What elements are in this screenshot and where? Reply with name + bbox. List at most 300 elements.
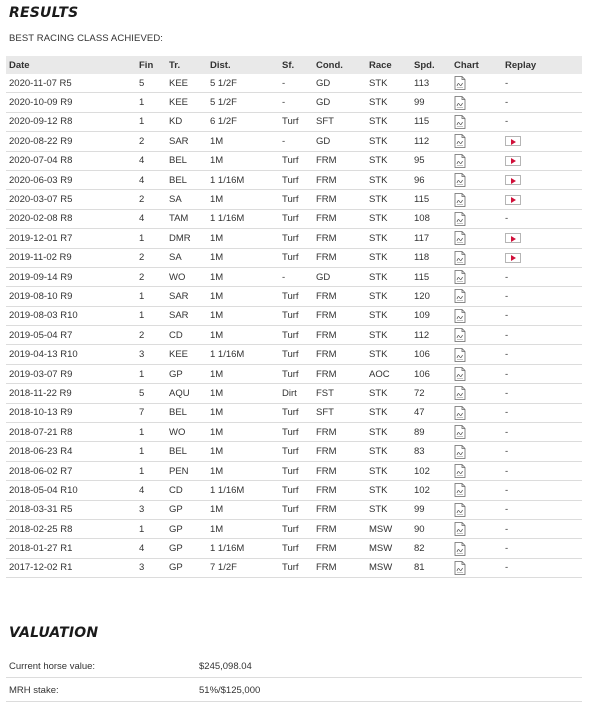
table-row	[6, 190, 582, 209]
header-surface[interactable]: Sf.	[282, 59, 295, 71]
cell-fin: 1	[139, 232, 145, 244]
cell-condition: FRM	[316, 213, 337, 225]
cell-condition: FRM	[316, 174, 337, 186]
cell-replay	[505, 504, 565, 515]
cell-race: STK	[369, 446, 388, 458]
cell-replay	[505, 388, 565, 399]
no-replay-dash: -	[505, 368, 509, 380]
play-icon[interactable]	[505, 175, 521, 185]
cell-fin: 2	[139, 271, 145, 283]
cell-speed: 109	[414, 310, 430, 322]
cell-race: STK	[369, 349, 388, 361]
cell-condition: FRM	[316, 523, 337, 535]
cell-date: 2020-07-04 R8	[9, 155, 73, 167]
cell-speed: 112	[414, 135, 430, 147]
cell-surface: Turf	[282, 213, 299, 225]
cell-chart	[454, 154, 505, 168]
cell-surface: Turf	[282, 562, 299, 574]
cell-distance: 1M	[210, 329, 224, 341]
no-replay-dash: -	[505, 329, 509, 341]
no-replay-dash: -	[505, 543, 509, 555]
cell-chart	[454, 289, 505, 303]
cell-condition: FRM	[316, 329, 337, 341]
cell-chart	[454, 270, 505, 284]
cell-track: PEN	[169, 465, 189, 477]
cell-speed: 83	[414, 446, 425, 458]
cell-date: 2019-05-04 R7	[9, 329, 73, 341]
cell-speed: 81	[414, 562, 425, 574]
cell-track: BEL	[169, 446, 187, 458]
cell-fin: 3	[139, 562, 145, 574]
cell-chart	[454, 386, 505, 400]
table-row	[6, 481, 582, 500]
cell-replay	[505, 195, 565, 205]
table-row	[6, 268, 582, 287]
cell-replay	[505, 253, 565, 263]
cell-track: DMR	[169, 232, 191, 244]
header-race[interactable]: Race	[369, 59, 392, 71]
cell-race: STK	[369, 504, 388, 516]
cell-distance: 1 1/16M	[210, 174, 245, 186]
cell-speed: 96	[414, 174, 425, 186]
cell-distance: 1 1/16M	[210, 543, 245, 555]
cell-distance: 5 1/2F	[210, 97, 237, 109]
cell-distance: 6 1/2F	[210, 116, 237, 128]
no-replay-dash: -	[505, 97, 509, 109]
cell-distance: 7 1/2F	[210, 562, 237, 574]
chart-document-icon[interactable]	[454, 270, 466, 284]
cell-date: 2019-12-01 R7	[9, 232, 73, 244]
cell-chart	[454, 406, 505, 420]
table-row	[6, 74, 582, 93]
cell-distance: 1M	[210, 194, 224, 206]
cell-chart	[454, 522, 505, 536]
cell-track: KD	[169, 116, 183, 128]
cell-distance: 1M	[210, 271, 224, 283]
valuation-row-current-value	[6, 656, 582, 678]
table-row	[6, 210, 582, 229]
cell-surface: Turf	[282, 465, 299, 477]
best-class-label: BEST RACING CLASS ACHIEVED:	[9, 33, 164, 44]
chart-document-icon[interactable]	[454, 251, 466, 265]
cell-track: SA	[169, 252, 182, 264]
cell-condition: FRM	[316, 562, 337, 574]
chart-document-icon[interactable]	[454, 289, 466, 303]
table-row	[6, 93, 582, 112]
cell-race: STK	[369, 252, 388, 264]
header-track[interactable]: Tr.	[169, 59, 181, 71]
cell-chart	[454, 328, 505, 342]
cell-track: TAM	[169, 213, 189, 225]
cell-speed: 118	[414, 252, 430, 264]
cell-distance: 1M	[210, 465, 224, 477]
table-row	[6, 462, 582, 481]
header-fin[interactable]: Fin	[139, 59, 154, 71]
valuation-row-mrh-stake	[6, 680, 582, 702]
cell-speed: 99	[414, 97, 425, 109]
cell-surface: Turf	[282, 310, 299, 322]
cell-date: 2018-10-13 R9	[9, 407, 73, 419]
cell-surface: Turf	[282, 484, 299, 496]
cell-race: MSW	[369, 543, 393, 555]
cell-race: STK	[369, 232, 388, 244]
cell-distance: 1M	[210, 407, 224, 419]
cell-distance: 1M	[210, 232, 224, 244]
cell-distance: 1M	[210, 523, 224, 535]
cell-replay	[505, 330, 565, 341]
cell-replay	[505, 466, 565, 477]
table-row	[6, 287, 582, 306]
cell-speed: 102	[414, 465, 430, 477]
results-title: RESULTS	[9, 5, 79, 21]
cell-replay	[505, 369, 565, 380]
cell-date: 2018-01-27 R1	[9, 543, 73, 555]
cell-date: 2019-04-13 R10	[9, 349, 78, 361]
chart-document-icon[interactable]	[454, 367, 466, 381]
cell-surface: Turf	[282, 504, 299, 516]
cell-distance: 1M	[210, 135, 224, 147]
cell-chart	[454, 231, 505, 245]
cell-race: STK	[369, 135, 388, 147]
cell-speed: 113	[414, 77, 430, 89]
cell-condition: GD	[316, 97, 331, 109]
chart-document-icon[interactable]	[454, 115, 466, 129]
play-icon[interactable]	[505, 156, 521, 166]
chart-document-icon[interactable]	[454, 425, 466, 439]
cell-date: 2020-06-03 R9	[9, 174, 73, 186]
cell-condition: FRM	[316, 310, 337, 322]
cell-date: 2018-03-31 R5	[9, 504, 73, 516]
chart-document-icon[interactable]	[454, 503, 466, 517]
cell-race: MSW	[369, 562, 393, 574]
cell-speed: 115	[414, 116, 430, 128]
cell-date: 2018-07-21 R8	[9, 426, 73, 438]
table-row	[6, 307, 582, 326]
no-replay-dash: -	[505, 426, 509, 438]
cell-race: STK	[369, 407, 388, 419]
no-replay-dash: -	[505, 213, 509, 225]
cell-chart	[454, 503, 505, 517]
cell-race: STK	[369, 194, 388, 206]
cell-date: 2017-12-02 R1	[9, 562, 73, 574]
no-replay-dash: -	[505, 523, 509, 535]
cell-fin: 1	[139, 116, 145, 128]
cell-track: CD	[169, 329, 183, 341]
cell-fin: 1	[139, 446, 145, 458]
cell-chart	[454, 76, 505, 90]
cell-date: 2020-09-12 R8	[9, 116, 73, 128]
cell-race: MSW	[369, 523, 393, 535]
cell-condition: FRM	[316, 349, 337, 361]
cell-fin: 1	[139, 97, 145, 109]
cell-chart	[454, 212, 505, 226]
chart-document-icon[interactable]	[454, 134, 466, 148]
cell-replay	[505, 291, 565, 302]
cell-replay	[505, 156, 565, 166]
cell-fin: 2	[139, 252, 145, 264]
cell-condition: FRM	[316, 504, 337, 516]
cell-replay	[505, 543, 565, 554]
cell-distance: 1M	[210, 155, 224, 167]
cell-chart	[454, 464, 505, 478]
cell-surface: Turf	[282, 155, 299, 167]
cell-replay	[505, 233, 565, 243]
chart-document-icon[interactable]	[454, 483, 466, 497]
cell-distance: 1M	[210, 310, 224, 322]
table-row	[6, 442, 582, 461]
table-row	[6, 132, 582, 151]
header-condition[interactable]: Cond.	[316, 59, 343, 71]
cell-date: 2018-05-04 R10	[9, 484, 78, 496]
cell-fin: 4	[139, 174, 145, 186]
cell-speed: 120	[414, 290, 430, 302]
chart-document-icon[interactable]	[454, 522, 466, 536]
cell-fin: 4	[139, 155, 145, 167]
cell-track: KEE	[169, 97, 189, 109]
play-icon[interactable]	[505, 136, 521, 146]
chart-document-icon[interactable]	[454, 406, 466, 420]
cell-surface: Turf	[282, 426, 299, 438]
current-value-label: Current horse value:	[9, 661, 96, 672]
cell-fin: 1	[139, 368, 145, 380]
cell-surface: -	[282, 271, 286, 283]
cell-speed: 72	[414, 387, 425, 399]
cell-track: GP	[169, 562, 183, 574]
cell-fin: 4	[139, 484, 145, 496]
cell-track: KEE	[169, 349, 189, 361]
cell-condition: FRM	[316, 465, 337, 477]
cell-speed: 106	[414, 349, 430, 361]
no-replay-dash: -	[505, 77, 509, 89]
cell-condition: GD	[316, 135, 331, 147]
header-distance[interactable]: Dist.	[210, 59, 231, 71]
cell-fin: 1	[139, 290, 145, 302]
cell-track: AQU	[169, 387, 190, 399]
cell-replay	[505, 136, 565, 146]
cell-track: SAR	[169, 310, 189, 322]
table-row	[6, 326, 582, 345]
cell-distance: 1 1/16M	[210, 213, 245, 225]
cell-replay	[505, 310, 565, 321]
cell-date: 2018-02-25 R8	[9, 523, 73, 535]
cell-race: STK	[369, 77, 388, 89]
no-replay-dash: -	[505, 504, 509, 516]
chart-document-icon[interactable]	[454, 154, 466, 168]
no-replay-dash: -	[505, 349, 509, 361]
cell-distance: 1M	[210, 368, 224, 380]
chart-document-icon[interactable]	[454, 76, 466, 90]
cell-fin: 5	[139, 387, 145, 399]
no-replay-dash: -	[505, 387, 509, 399]
cell-condition: SFT	[316, 116, 334, 128]
table-row	[6, 171, 582, 190]
cell-surface: Turf	[282, 232, 299, 244]
chart-document-icon[interactable]	[454, 328, 466, 342]
cell-race: STK	[369, 271, 388, 283]
cell-track: WO	[169, 426, 186, 438]
play-icon[interactable]	[505, 195, 521, 205]
cell-surface: Turf	[282, 174, 299, 186]
table-row	[6, 539, 582, 558]
table-row	[6, 365, 582, 384]
cell-track: GP	[169, 543, 183, 555]
cell-track: KEE	[169, 77, 189, 89]
table-row	[6, 423, 582, 442]
cell-chart	[454, 115, 505, 129]
cell-surface: Turf	[282, 252, 299, 264]
table-header	[6, 56, 582, 74]
cell-date: 2018-06-23 R4	[9, 446, 73, 458]
cell-replay	[505, 175, 565, 185]
cell-track: WO	[169, 271, 186, 283]
play-icon[interactable]	[505, 233, 521, 243]
table-row	[6, 113, 582, 132]
cell-replay	[505, 524, 565, 535]
cell-date: 2019-11-02 R9	[9, 252, 72, 264]
cell-race: AOC	[369, 368, 390, 380]
chart-document-icon[interactable]	[454, 309, 466, 323]
cell-replay	[505, 97, 565, 108]
mrh-stake-value: 51%/$125,000	[199, 685, 261, 696]
cell-race: STK	[369, 329, 388, 341]
cell-date: 2019-09-14 R9	[9, 271, 73, 283]
cell-condition: FRM	[316, 155, 337, 167]
chart-document-icon[interactable]	[454, 231, 466, 245]
cell-distance: 1 1/16M	[210, 484, 245, 496]
cell-speed: 112	[414, 329, 430, 341]
no-replay-dash: -	[505, 310, 509, 322]
cell-fin: 2	[139, 135, 145, 147]
cell-speed: 82	[414, 543, 425, 555]
cell-replay	[505, 427, 565, 438]
cell-condition: FRM	[316, 368, 337, 380]
cell-surface: Turf	[282, 543, 299, 555]
chart-document-icon[interactable]	[454, 386, 466, 400]
cell-date: 2020-03-07 R5	[9, 194, 73, 206]
cell-fin: 1	[139, 310, 145, 322]
cell-surface: Turf	[282, 523, 299, 535]
cell-surface: Turf	[282, 407, 299, 419]
cell-date: 2020-08-22 R9	[9, 135, 73, 147]
cell-fin: 1	[139, 465, 145, 477]
cell-replay	[505, 116, 565, 127]
cell-race: STK	[369, 465, 388, 477]
chart-document-icon[interactable]	[454, 212, 466, 226]
cell-replay	[505, 272, 565, 283]
cell-speed: 89	[414, 426, 425, 438]
cell-fin: 4	[139, 213, 145, 225]
chart-document-icon[interactable]	[454, 542, 466, 556]
cell-race: STK	[369, 213, 388, 225]
no-replay-dash: -	[505, 116, 509, 128]
cell-chart	[454, 96, 505, 110]
cell-surface: Turf	[282, 349, 299, 361]
cell-speed: 99	[414, 504, 425, 516]
results-table	[6, 56, 582, 578]
cell-surface: -	[282, 135, 286, 147]
cell-date: 2019-08-10 R9	[9, 290, 73, 302]
chart-document-icon[interactable]	[454, 96, 466, 110]
cell-replay	[505, 407, 565, 418]
chart-document-icon[interactable]	[454, 445, 466, 459]
cell-race: STK	[369, 426, 388, 438]
cell-condition: FRM	[316, 484, 337, 496]
cell-replay	[505, 78, 565, 89]
table-row	[6, 345, 582, 364]
cell-date: 2018-11-22 R9	[9, 387, 72, 399]
mrh-stake-label: MRH stake:	[9, 685, 59, 696]
cell-condition: FRM	[316, 446, 337, 458]
cell-surface: -	[282, 97, 286, 109]
header-date[interactable]: Date	[9, 59, 30, 71]
header-speed[interactable]: Spd.	[414, 59, 435, 71]
no-replay-dash: -	[505, 484, 509, 496]
cell-fin: 1	[139, 523, 145, 535]
no-replay-dash: -	[505, 271, 509, 283]
cell-surface: Turf	[282, 116, 299, 128]
cell-replay	[505, 446, 565, 457]
cell-chart	[454, 561, 505, 575]
table-row	[6, 559, 582, 578]
cell-distance: 1M	[210, 504, 224, 516]
cell-track: BEL	[169, 155, 187, 167]
cell-track: SAR	[169, 290, 189, 302]
cell-race: STK	[369, 484, 388, 496]
cell-speed: 106	[414, 368, 430, 380]
chart-document-icon[interactable]	[454, 464, 466, 478]
no-replay-dash: -	[505, 407, 509, 419]
cell-condition: FRM	[316, 543, 337, 555]
table-row	[6, 249, 582, 268]
cell-track: BEL	[169, 174, 187, 186]
cell-track: BEL	[169, 407, 187, 419]
cell-chart	[454, 348, 505, 362]
cell-distance: 1M	[210, 252, 224, 264]
cell-chart	[454, 367, 505, 381]
chart-document-icon[interactable]	[454, 173, 466, 187]
cell-chart	[454, 173, 505, 187]
cell-speed: 95	[414, 155, 425, 167]
cell-chart	[454, 483, 505, 497]
cell-replay	[505, 349, 565, 360]
cell-distance: 1M	[210, 446, 224, 458]
cell-condition: FRM	[316, 232, 337, 244]
cell-condition: FRM	[316, 426, 337, 438]
cell-condition: FRM	[316, 194, 337, 206]
cell-date: 2018-06-02 R7	[9, 465, 73, 477]
chart-document-icon[interactable]	[454, 561, 466, 575]
cell-track: GP	[169, 368, 183, 380]
cell-race: STK	[369, 174, 388, 186]
cell-condition: FRM	[316, 252, 337, 264]
no-replay-dash: -	[505, 290, 509, 302]
cell-fin: 3	[139, 349, 145, 361]
cell-speed: 108	[414, 213, 430, 225]
cell-date: 2019-08-03 R10	[9, 310, 78, 322]
cell-chart	[454, 309, 505, 323]
chart-document-icon[interactable]	[454, 193, 466, 207]
cell-chart	[454, 425, 505, 439]
cell-condition: FRM	[316, 290, 337, 302]
cell-condition: GD	[316, 77, 331, 89]
play-icon[interactable]	[505, 253, 521, 263]
cell-race: STK	[369, 116, 388, 128]
cell-chart	[454, 193, 505, 207]
cell-speed: 90	[414, 523, 425, 535]
cell-race: STK	[369, 387, 388, 399]
chart-document-icon[interactable]	[454, 348, 466, 362]
cell-distance: 1 1/16M	[210, 349, 245, 361]
